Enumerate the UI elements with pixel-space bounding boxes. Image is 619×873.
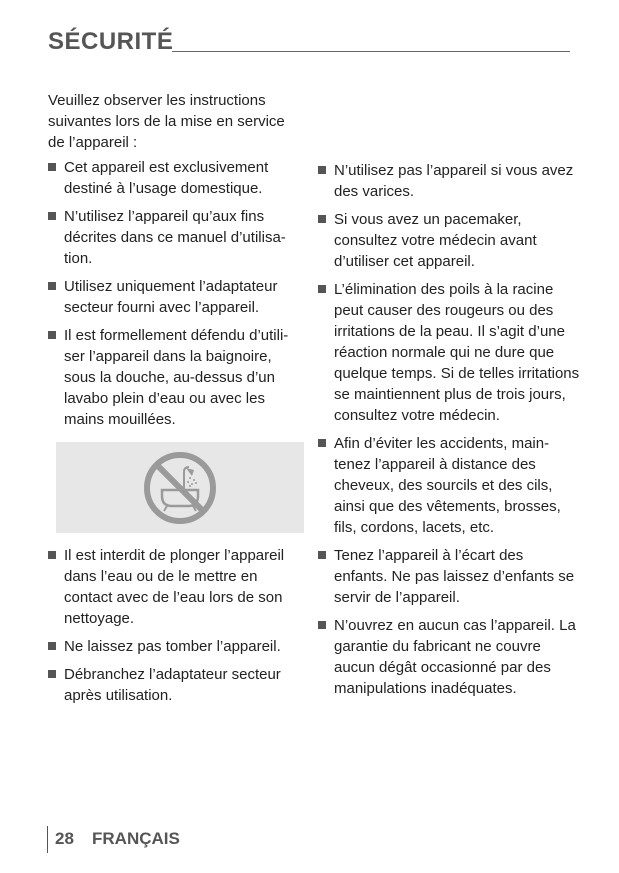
footer-language: FRANÇAIS	[92, 829, 180, 848]
right-list	[318, 160, 580, 699]
left-list-bottom	[48, 545, 303, 706]
warning-illustration	[56, 442, 304, 533]
page-number: 28	[55, 829, 74, 848]
list-item	[318, 545, 580, 608]
list-item	[48, 276, 303, 318]
list-item-text: Il est formellement défendu d’utili-ser l’appareil dans la baignoire, sous la douche, au-dessus d’un lavabo plein d’eau ou avec les mains mouillées.	[64, 327, 289, 428]
list-item	[318, 279, 580, 426]
list-item-text: Il est interdit de plonger l’appareil dans l’eau ou de le mettre en contact avec de l’eau lors de son nettoyage.	[64, 547, 285, 627]
list-item-text: Ne laissez pas tomber l’appareil.	[64, 638, 281, 655]
list-item-text: N’utilisez pas l’appareil si vous avez des varices.	[334, 162, 574, 200]
list-item	[318, 160, 580, 202]
list-item	[318, 433, 580, 538]
bullet-icon	[318, 215, 326, 223]
list-item-text: N’utilisez l’appareil qu’aux fins décrites dans ce manuel d’utilisa-tion.	[64, 208, 286, 267]
left-column	[48, 90, 303, 713]
bullet-icon	[48, 331, 56, 339]
list-item-text: L’élimination des poils à la racine peut causer des rougeurs ou des irritations de la peau. Il s’agit d’une réaction normale qui ne dure que quelque temps. Si de telles irritations se maintiennent plus de trois jours, consultez votre médecin.	[334, 281, 580, 424]
list-item-text: N’ouvrez en aucun cas l’appareil. La garantie du fabricant ne couvre aucun dégât occasionné par des manipulations inadéquates.	[334, 617, 576, 697]
right-column	[318, 160, 580, 706]
bullet-icon	[48, 551, 56, 559]
bullet-icon	[48, 282, 56, 290]
list-item	[318, 209, 580, 272]
list-item	[318, 615, 580, 699]
list-item-text: Afin d’éviter les accidents, main-tenez l’appareil à distance des cheveux, des sourcils et des cils, ainsi que des vêtements, brosses, fils, cordons, lacets, etc.	[334, 435, 561, 536]
bullet-icon	[318, 439, 326, 447]
title-rule	[172, 51, 570, 52]
bullet-icon	[48, 670, 56, 678]
list-item-text: Utilisez uniquement l’adaptateur secteur fourni avec l’appareil.	[64, 278, 278, 316]
no-bath-shower-icon	[142, 450, 218, 526]
bullet-icon	[318, 551, 326, 559]
intro-text: Veuillez observer les instructions suivantes lors de la mise en service de l’appareil :	[48, 92, 285, 151]
list-item	[48, 325, 303, 430]
list-item	[48, 664, 303, 706]
bullet-icon	[48, 212, 56, 220]
list-item	[48, 206, 303, 269]
list-item	[48, 636, 303, 657]
bullet-icon	[318, 621, 326, 629]
bullet-icon	[48, 642, 56, 650]
footer-divider	[47, 826, 48, 853]
list-item-text: Débranchez l’adaptateur secteur après utilisation.	[64, 666, 281, 704]
bullet-icon	[48, 163, 56, 171]
list-item	[48, 545, 303, 629]
left-list-top	[48, 157, 303, 430]
page-title: SÉCURITÉ	[48, 28, 174, 55]
list-item-text: Si vous avez un pacemaker, consultez votre médecin avant d’utiliser cet appareil.	[334, 211, 537, 270]
list-item-text: Tenez l’appareil à l’écart des enfants. Ne pas laissez d’enfants se servir de l’appareil.	[334, 547, 575, 606]
list-item	[48, 157, 303, 199]
list-item-text: Cet appareil est exclusivement destiné à l’usage domestique.	[64, 159, 269, 197]
bullet-icon	[318, 285, 326, 293]
bullet-icon	[318, 166, 326, 174]
